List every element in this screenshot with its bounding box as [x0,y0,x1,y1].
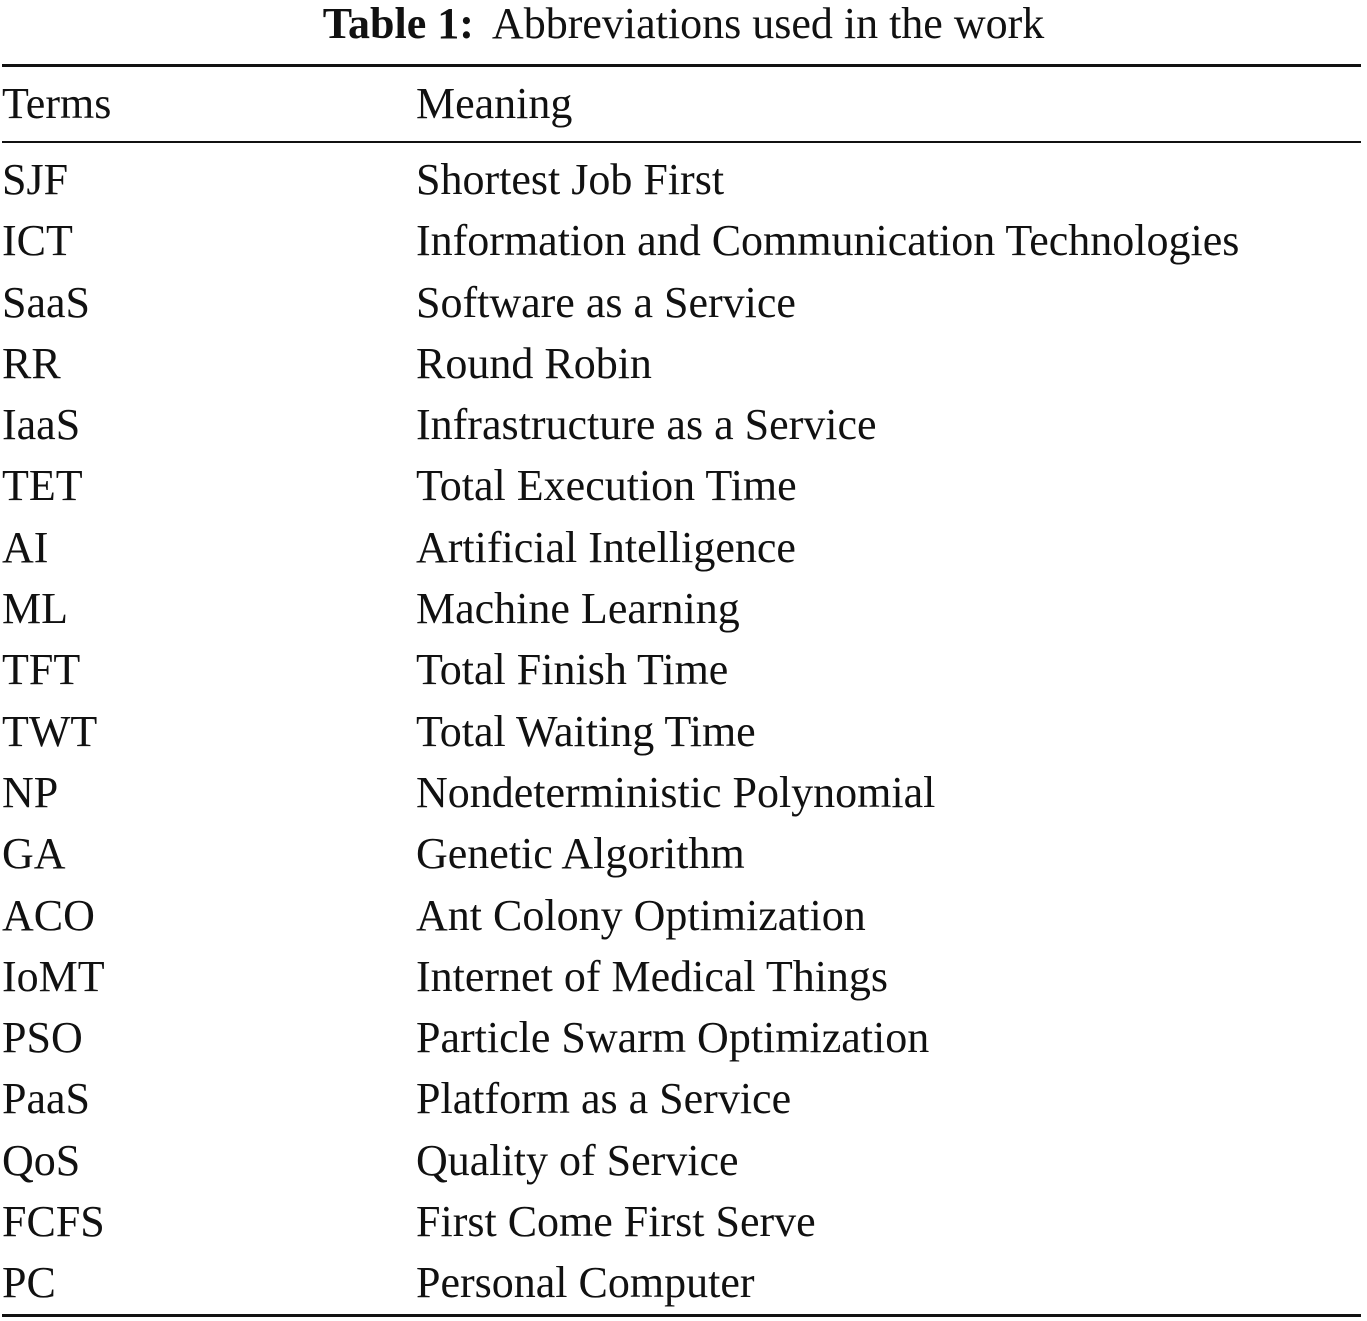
meaning-cell: Information and Communication Technologies [416,216,1240,266]
term-cell: SaaS [2,277,90,327]
header-row [2,67,1361,141]
table-body [2,143,1361,1314]
table-row [2,210,1361,271]
table [2,67,1361,141]
table-row [2,1007,1361,1068]
term-cell: PC [2,1258,56,1308]
table-row [2,394,1361,455]
table-row [2,762,1361,823]
term-cell: PSO [2,1013,83,1063]
term-cell: TET [2,461,83,511]
table-row [2,517,1361,578]
table-row [2,1130,1361,1191]
table-row [2,946,1361,1007]
meaning-cell: Total Waiting Time [416,706,756,756]
table-row [2,333,1361,394]
header-terms: Terms [2,79,112,128]
table-row [2,1252,1361,1313]
table-row [2,701,1361,762]
term-cell: AI [2,522,49,572]
meaning-cell: Ant Colony Optimization [416,890,866,940]
term-cell: FCFS [2,1197,105,1247]
term-cell: NP [2,767,59,817]
meaning-cell: Internet of Medical Things [416,951,889,1001]
table-row [2,1191,1361,1252]
meaning-cell: Genetic Algorithm [416,829,745,879]
term-cell: PaaS [2,1074,90,1124]
meaning-cell: First Come First Serve [416,1197,816,1247]
table-row [2,272,1361,333]
table-row [2,455,1361,516]
bottom-rule [2,1314,1361,1317]
term-cell: IoMT [2,951,105,1001]
caption-text: Abbreviations used in the work [491,0,1045,48]
term-cell: ACO [2,890,95,940]
meaning-cell: Machine Learning [416,584,740,634]
meaning-cell: Nondeterministic Polynomial [416,767,936,817]
meaning-cell: Quality of Service [416,1135,739,1185]
header-meaning: Meaning [416,79,573,128]
table-caption [0,0,1367,48]
table-row [2,1068,1361,1129]
table-row [2,578,1361,639]
term-cell: IaaS [2,400,81,450]
term-cell: QoS [2,1135,81,1185]
table-row [2,639,1361,700]
meaning-cell: Infrastructure as a Service [416,400,877,450]
table-row [2,143,1361,210]
term-cell: RR [2,338,61,388]
meaning-cell: Personal Computer [416,1258,755,1308]
term-cell: GA [2,829,66,879]
meaning-cell: Shortest Job First [416,155,725,204]
meaning-cell: Platform as a Service [416,1074,792,1124]
term-cell: ICT [2,216,73,266]
table-row [2,885,1361,946]
meaning-cell: Round Robin [416,338,652,388]
term-cell: TWT [2,706,98,756]
abbreviations-table [2,64,1361,1317]
meaning-cell: Particle Swarm Optimization [416,1013,930,1063]
meaning-cell: Software as a Service [416,277,796,327]
meaning-cell: Total Finish Time [416,645,729,695]
meaning-cell: Artificial Intelligence [416,522,796,572]
caption-label: Table 1: [322,0,474,48]
term-cell: TFT [2,645,81,695]
term-cell: SJF [2,155,69,204]
meaning-cell: Total Execution Time [416,461,797,511]
table-row [2,823,1361,884]
term-cell: ML [2,584,68,634]
